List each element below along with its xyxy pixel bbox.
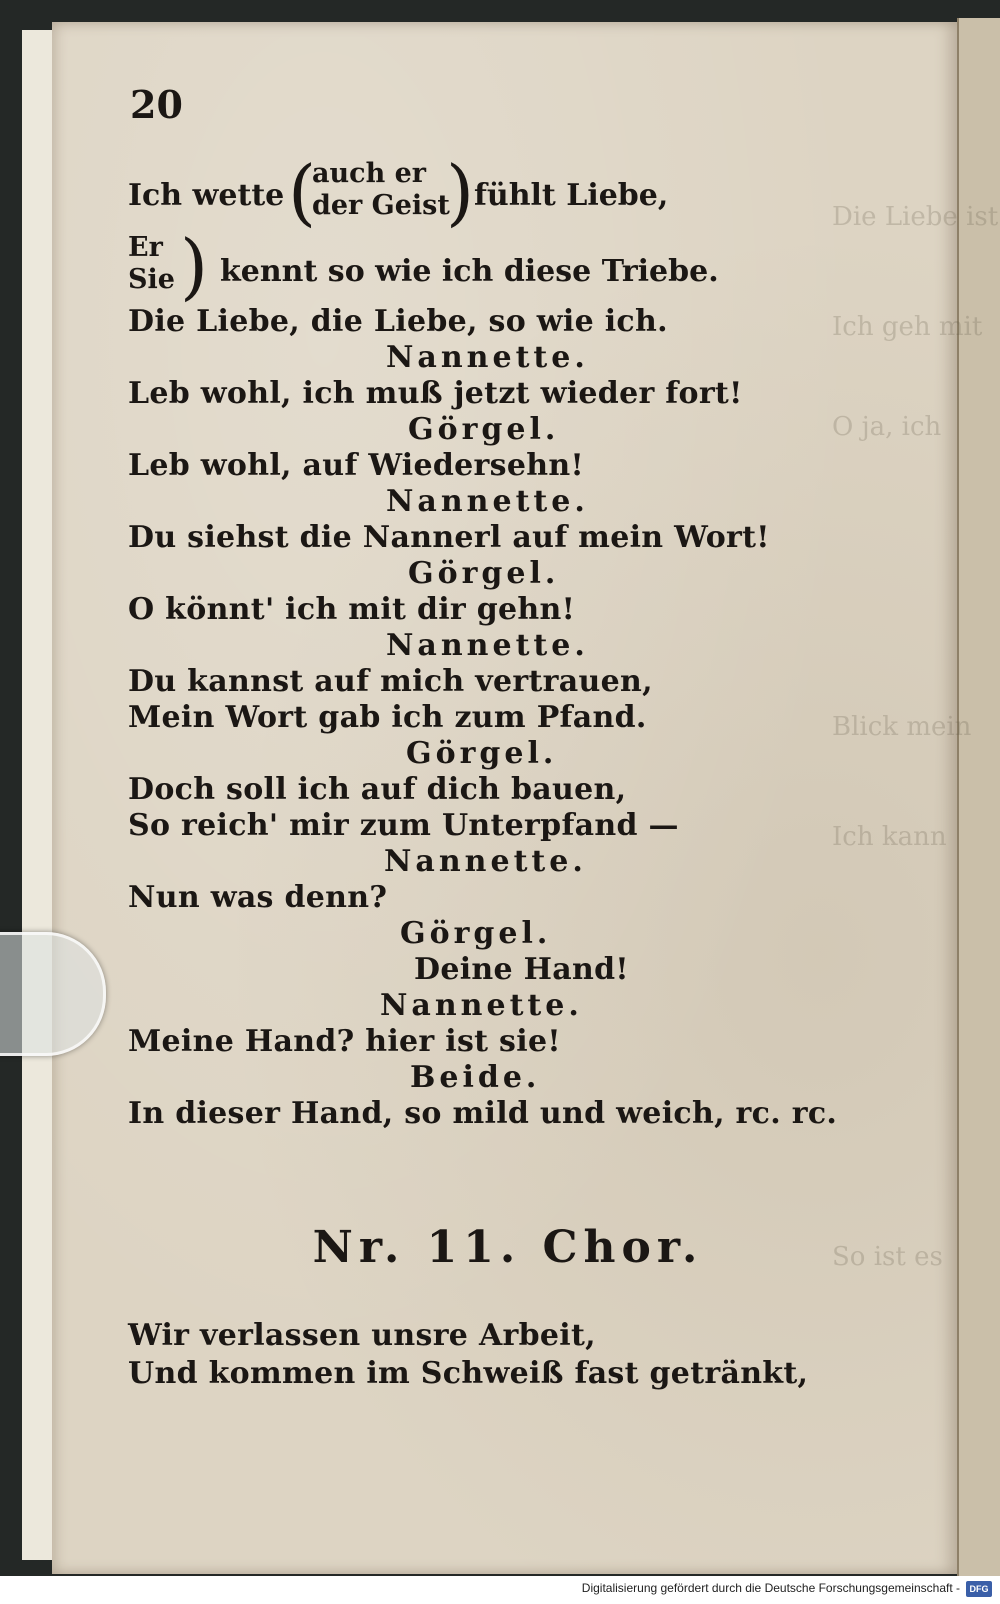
- show-through-text: Blick mein: [832, 712, 972, 742]
- verse-line: Leb wohl, ich muß jetzt wieder fort!: [128, 376, 743, 411]
- footer-credit: Digitalisierung gefördert durch die Deutsche Forschungsgemeinschaft -: [581, 1581, 960, 1595]
- verse-line: Wir verlassen unsre Arbeit,: [128, 1318, 596, 1353]
- speaker-name: Nannette.: [386, 340, 589, 375]
- speaker-name: Nannette.: [384, 844, 587, 879]
- show-through-text: O ja, ich: [832, 412, 942, 442]
- verse-line: Doch soll ich auf dich bauen,: [128, 772, 627, 807]
- verse-line: So reich' mir zum Unterpfand —: [128, 808, 679, 843]
- verse-line: In dieser Hand, so mild und weich, rc. rc.: [128, 1096, 838, 1131]
- page-number: 20: [130, 82, 183, 127]
- speaker-name: Beide.: [410, 1060, 541, 1095]
- close-bracket: ): [446, 150, 475, 234]
- verse-line: Deine Hand!: [414, 952, 629, 987]
- speaker-name: Görgel.: [406, 736, 558, 771]
- speaker-name: Nannette.: [386, 484, 589, 519]
- bracket-option-top: auch er: [312, 158, 426, 189]
- verse-line: Meine Hand? hier ist sie!: [128, 1024, 561, 1059]
- bracket-options: [312, 158, 450, 222]
- bracket-option-bottom: Sie: [128, 264, 175, 295]
- speaker-name: Görgel.: [408, 556, 560, 591]
- verse-line: Leb wohl, auf Wiedersehn!: [128, 448, 584, 483]
- show-through-text: So ist es: [832, 1242, 943, 1272]
- verse-end: kennt so wie ich diese Triebe.: [220, 254, 719, 289]
- verse-line: Du siehst die Nannerl auf mein Wort!: [128, 520, 770, 555]
- show-through-text: Ich kann: [832, 822, 947, 852]
- close-bracket: ): [180, 224, 209, 308]
- open-bracket: (: [288, 150, 317, 234]
- speaker-name: Nannette.: [380, 988, 583, 1023]
- verse-end: fühlt Liebe,: [474, 178, 669, 213]
- next-page-edge: [957, 18, 1000, 1578]
- verse-start: Ich wette: [128, 178, 285, 213]
- verse-line: Nun was denn?: [128, 880, 388, 915]
- verse-line: O könnt' ich mit dir gehn!: [128, 592, 576, 627]
- verse-line: Die Liebe, die Liebe, so wie ich.: [128, 304, 668, 339]
- bracket-option-top: Er: [128, 232, 163, 263]
- verse-line: Du kannst auf mich vertrauen,: [128, 664, 653, 699]
- bracket-option-bottom: der Geist: [312, 190, 450, 221]
- show-through-text: Ich geh mit: [832, 312, 983, 342]
- show-through-text: Die Liebe ist: [832, 202, 999, 232]
- speaker-name: Görgel.: [400, 916, 552, 951]
- dfg-logo-icon: DFG: [966, 1581, 992, 1597]
- bracket-options: [128, 232, 175, 296]
- verse-line: Und kommen im Schweiß fast getränkt,: [128, 1356, 809, 1391]
- speaker-name: Nannette.: [386, 628, 589, 663]
- speaker-name: Görgel.: [408, 412, 560, 447]
- section-heading: Nr. 11. Chor.: [312, 1222, 704, 1273]
- verse-line: Mein Wort gab ich zum Pfand.: [128, 700, 647, 735]
- footer-bar: [0, 1576, 1000, 1604]
